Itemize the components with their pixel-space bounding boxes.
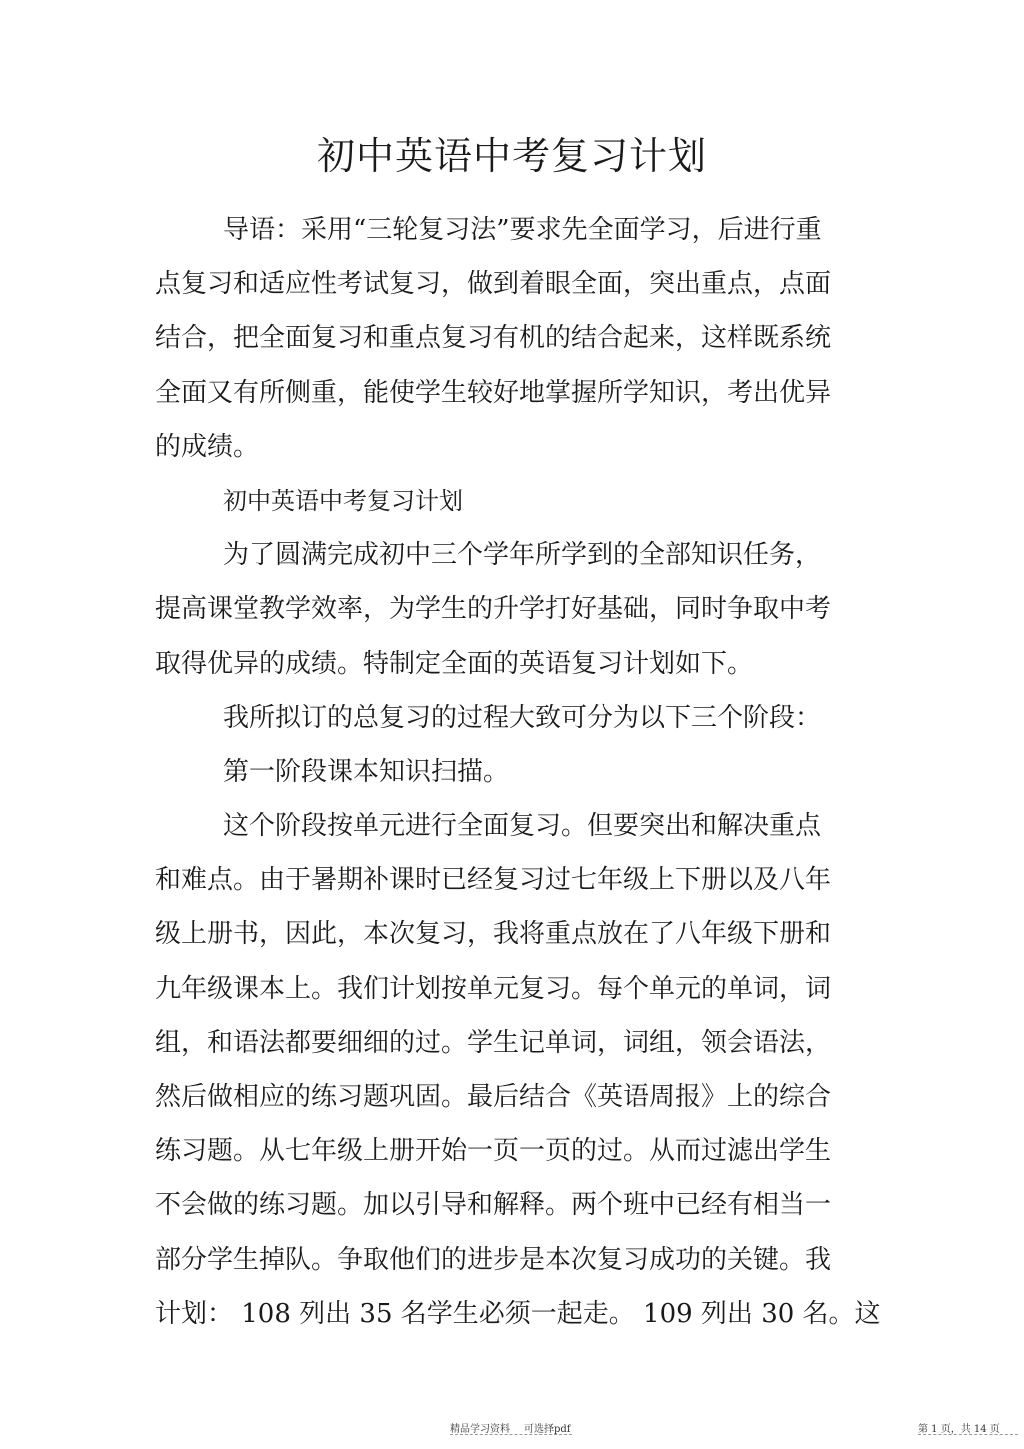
text-line: 全面又有所侧重，能使学生较好地掌握所学知识，考出优异 (155, 377, 832, 408)
text-line: 计划： 108 列出 35 名学生必须一起走。 109 列出 30 名。这 (155, 1298, 881, 1329)
text-line: 为了圆满完成初中三个学年所学到的全部知识任务， (223, 540, 822, 571)
text-line: 和难点。由于暑期补课时已经复习过七年级上下册以及八年 (155, 865, 832, 896)
text-line: 部分学生掉队。争取他们的进步是本次复习成功的关键。我 (155, 1244, 832, 1275)
text-line: 级上册书，因此，本次复习，我将重点放在了八年级下册和 (155, 919, 832, 950)
text-line: 练习题。从七年级上册开始一页一页的过。从而过滤出学生 (155, 1136, 832, 1167)
footer-source-label (450, 1420, 571, 1435)
text-line: 的成绩。 (155, 431, 260, 462)
text-line: 九年级课本上。我们计划按单元复习。每个单元的单词，词 (155, 973, 832, 1004)
text-line: 然后做相应的练习题巩固。最后结合《英语周报》上的综合 (155, 1082, 832, 1112)
text-line: 导语：采用“三轮复习法”要求先全面学习，后进行重 (223, 215, 822, 245)
text-line: 组，和语法都要细细的过。学生记单词，词组，领会语法， (155, 1027, 832, 1058)
footer-divider (450, 1434, 572, 1435)
footer-label-2: 可选择pdf (524, 1424, 571, 1435)
document-body (155, 203, 881, 1341)
document-title: 初中英语中考复习计划 (316, 134, 707, 178)
text-line: 取得优异的成绩。特制定全面的英语复习计划如下。 (155, 648, 754, 679)
text-line: 结合，把全面复习和重点复习有机的结合起来，这样既系统 (155, 323, 832, 354)
text-line: 这个阶段按单元进行全面复习。但要突出和解决重点 (223, 811, 822, 842)
text-line: 点复习和适应性考试复习，做到着眼全面，突出重点，点面 (155, 269, 832, 300)
text-line: 提高课堂教学效率，为学生的升学打好基础，同时争取中考 (155, 594, 832, 625)
text-line: 我所拟订的总复习的过程大致可分为以下三个阶段： (223, 702, 822, 733)
section-subtitle: 初中英语中考复习计划 (223, 486, 463, 515)
footer-divider (918, 1434, 1018, 1435)
text-line: 不会做的练习题。加以引导和解释。两个班中已经有相当一 (155, 1190, 832, 1221)
footer-label-1: 精品学习资料 (450, 1424, 510, 1435)
text-line: 第一阶段课本知识扫描。 (223, 756, 510, 787)
footer-page-info: 第 1 页，共 14 页 (918, 1424, 1000, 1435)
